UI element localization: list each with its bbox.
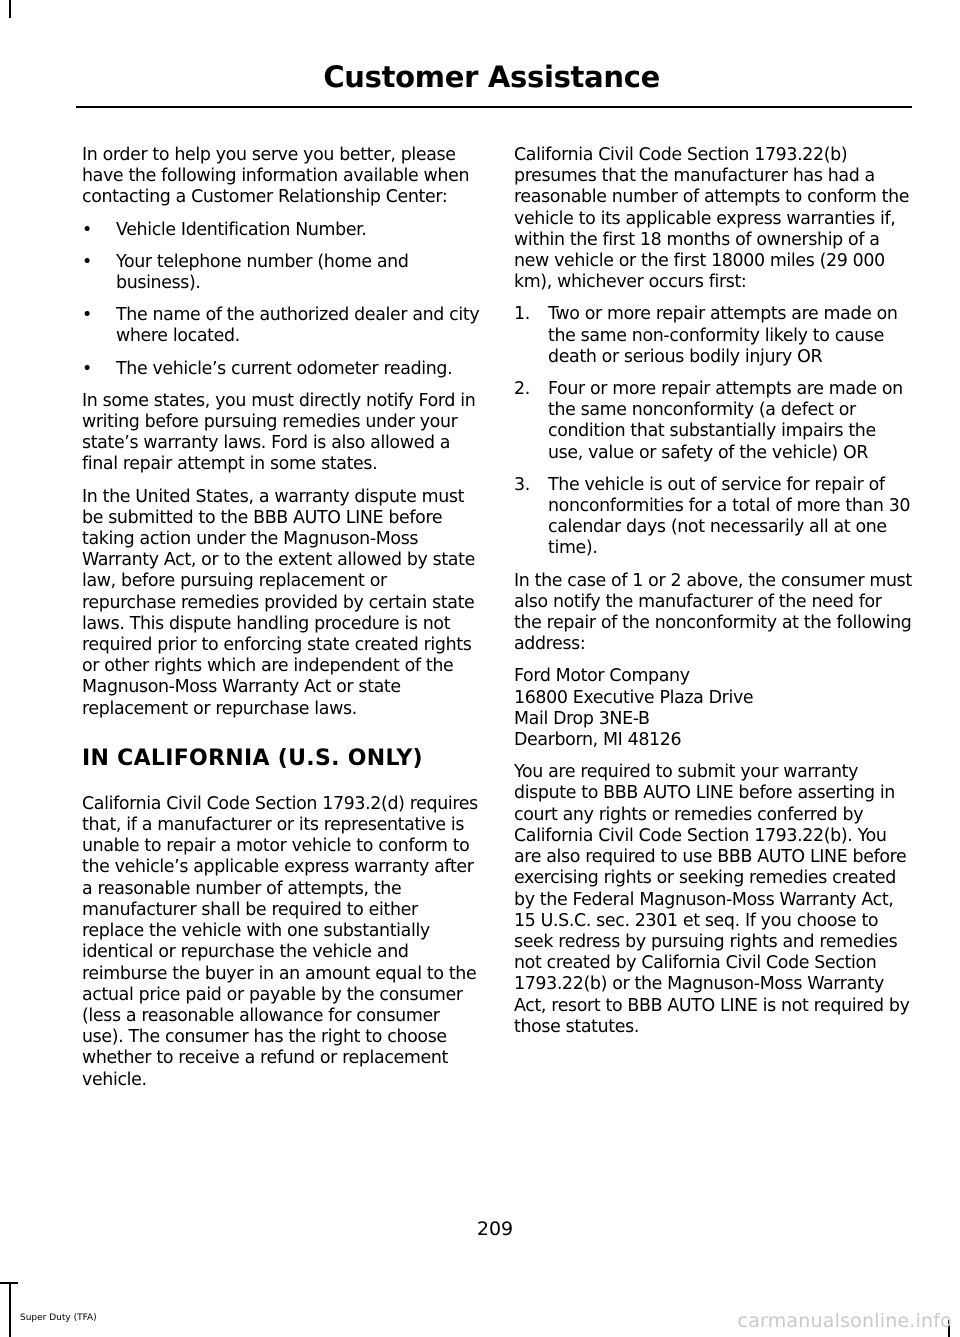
- numbered-item: 3. The vehicle is out of service for repair of nonconformities for a total of more than 30 calendar days (not necessarily all at one time).: [514, 474, 911, 559]
- page-header-title: Customer Assistance: [323, 60, 660, 94]
- california-presumption-paragraph: California Civil Code Section 1793.22(b) presumes that the manufacturer has had a reasonable number of attempts to conform the vehicle to its applicable express warranties if, within the first 18 months of ownership of a new vehicle or the first 18000 miles (29 000 km), whichever occurs first:: [514, 145, 910, 293]
- submit-dispute-paragraph: You are required to submit your warranty dispute to BBB AUTO LINE before asserting in court any rights or remedies conferred by California Civil Code Section 1793.22(b). You are also required to use BBB AUTO LINE before exercising rights or seeking remedies created by the Federal Magnuson-Moss Warranty Act, 15 U.S.C. sec. 2301 et seq. If you choose to seek redress by pursuing rights and remedies not created by California Civil Code Section 1793.22(b) or the Magnuson-Moss Warranty Act, resort to BBB AUTO LINE is not required by those statutes.: [514, 762, 910, 1037]
- right-column: [514, 145, 912, 1049]
- bullet-item: • The name of the authorized dealer and city where located.: [82, 305, 480, 347]
- crop-mark-top-left: [9, 0, 11, 18]
- crop-mark-bottom-left: [9, 1282, 11, 1337]
- crop-mark-bottom-left-h: [0, 1282, 18, 1284]
- states-paragraph: In some states, you must directly notify Ford in writing before pursuing remedies under your state’s warranty laws. Ford is also allowed a final repair attempt in some states.: [82, 390, 476, 475]
- bullet-item: • The vehicle’s current odometer reading.: [82, 359, 480, 380]
- left-column: [82, 145, 480, 1102]
- mailing-address: [514, 666, 912, 751]
- info-bullet-list: [82, 220, 480, 380]
- notify-paragraph: In the case of 1 or 2 above, the consumer must also notify the manufacturer of the need for the repair of the nonconformity at the following address:: [514, 570, 912, 655]
- bullet-item: • Vehicle Identification Number.: [82, 220, 480, 241]
- repair-conditions-list: [514, 304, 912, 559]
- section-heading-california: IN CALIFORNIA (U.S. ONLY): [82, 745, 423, 771]
- header-rule: [76, 106, 912, 108]
- address-line: 16800 Executive Plaza Drive: [514, 687, 754, 708]
- address-line: Dearborn, MI 48126: [514, 730, 682, 751]
- intro-paragraph: In order to help you serve you better, please have the following information available when contacting a Customer Relationship Center:: [82, 145, 470, 208]
- page-number: 209: [476, 1218, 514, 1240]
- us-dispute-paragraph: In the United States, a warranty dispute must be submitted to the BBB AUTO LINE before taking action under the Magnuson-Moss Warranty Act, or to the extent allowed by state law, before pursuing replacement or repurchase remedies provided by certain state laws. This dispute handling procedure is not required prior to enforcing state created rights or other rights which are independent of the Magnuson-Moss Warranty Act or state replacement or repurchase laws.: [82, 486, 475, 719]
- site-watermark: carmanualsonline.info: [737, 1310, 952, 1332]
- address-line: Mail Drop 3NE-B: [514, 708, 650, 729]
- numbered-item: 1. Two or more repair attempts are made on the same non-conformity likely to cause death or serious bodily injury OR: [514, 304, 898, 367]
- california-paragraph: California Civil Code Section 1793.2(d) requires that, if a manufacturer or its representative is unable to repair a motor vehicle to conform to the vehicle’s applicable express warranty after a reasonable number of attempts, the manufacturer shall be required to either replace the vehicle with one substantially identical or repurchase the vehicle and reimburse the buyer in an amount equal to the actual price paid or payable by the consumer (less a reasonable allowance for consumer use). The consumer has the right to choose whether to receive a refund or replacement vehicle.: [82, 793, 478, 1090]
- address-line: Ford Motor Company: [514, 666, 690, 687]
- bullet-item: • Your telephone number (home and business).: [82, 252, 480, 294]
- numbered-item: 2. Four or more repair attempts are made on the same nonconformity (a defect or condition that substantially impairs the use, value or safety of the vehicle) OR: [514, 379, 903, 463]
- footer-vehicle-label: Super Duty (TFA): [20, 1313, 97, 1323]
